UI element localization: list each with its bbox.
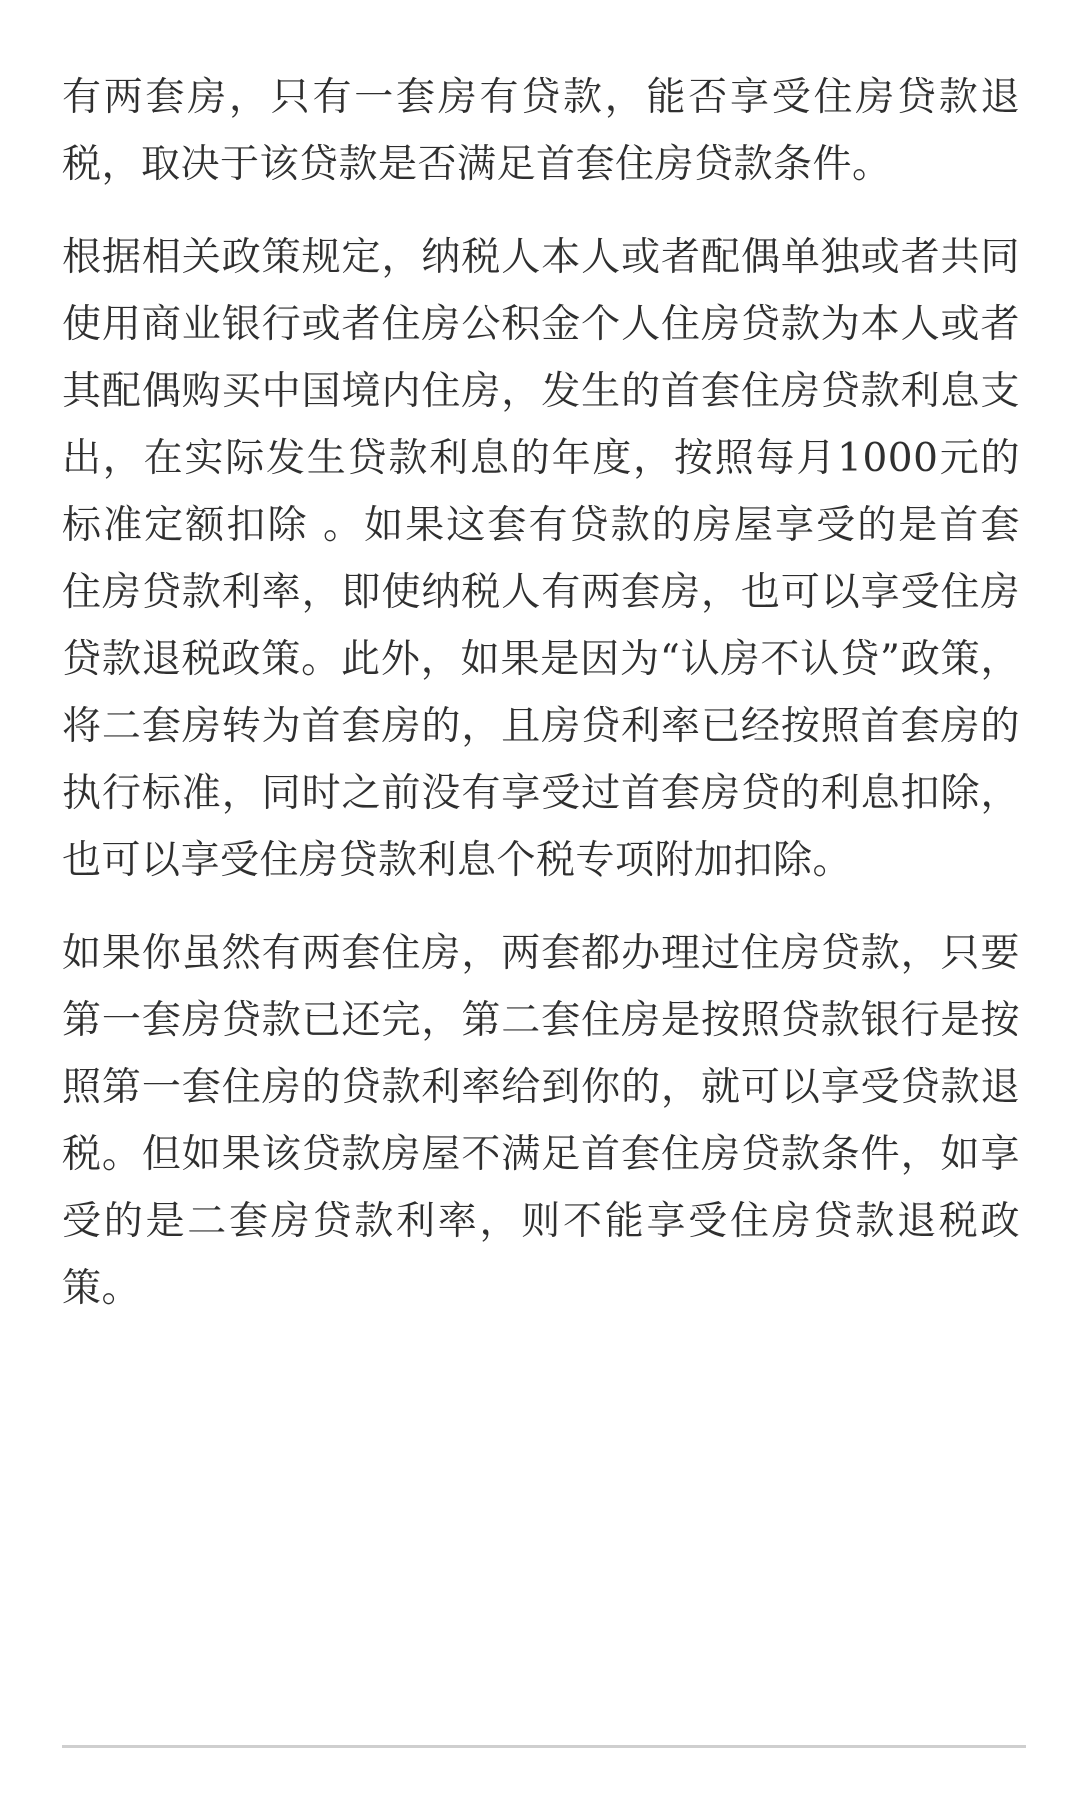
paragraph-1: 有两套房，只有一套房有贷款，能否享受住房贷款退税，取决于该贷款是否满足首套住房贷款条件。: [62, 75, 1020, 187]
paragraph-2: 根据相关政策规定，纳税人本人或者配偶单独或者共同使用商业银行或者住房公积金个人住房贷款为本人或者其配偶购买中国境内住房，发生的首套住房贷款利息支出，在实际发生贷款利息的年度，按照每月1000元的标准定额扣除 。如果这套有贷款的房屋享受的是首套住房贷款利率，即使纳税人有两套房，也可以享受住房贷款退税政策。此外，如果是因为“认房不认贷”政策，将二套房转为首套房的，且房贷利率已经按照首套房的执行标准，同时之前没有享受过首套房贷的利息扣除，也可以享受住房贷款利息个税专项附加扣除。: [62, 235, 1020, 883]
article-body: [62, 64, 1020, 1322]
paragraph-3: 如果你虽然有两套住房，两套都办理过住房贷款，只要第一套房贷款已还完，第二套住房是按照贷款银行是按照第一套住房的贷款利率给到你的，就可以享受贷款退税。但如果该贷款房屋不满足首套住房贷款条件，如享受的是二套房贷款利率，则不能享受住房贷款退税政策。: [62, 931, 1020, 1311]
bottom-divider: [62, 1745, 1026, 1748]
